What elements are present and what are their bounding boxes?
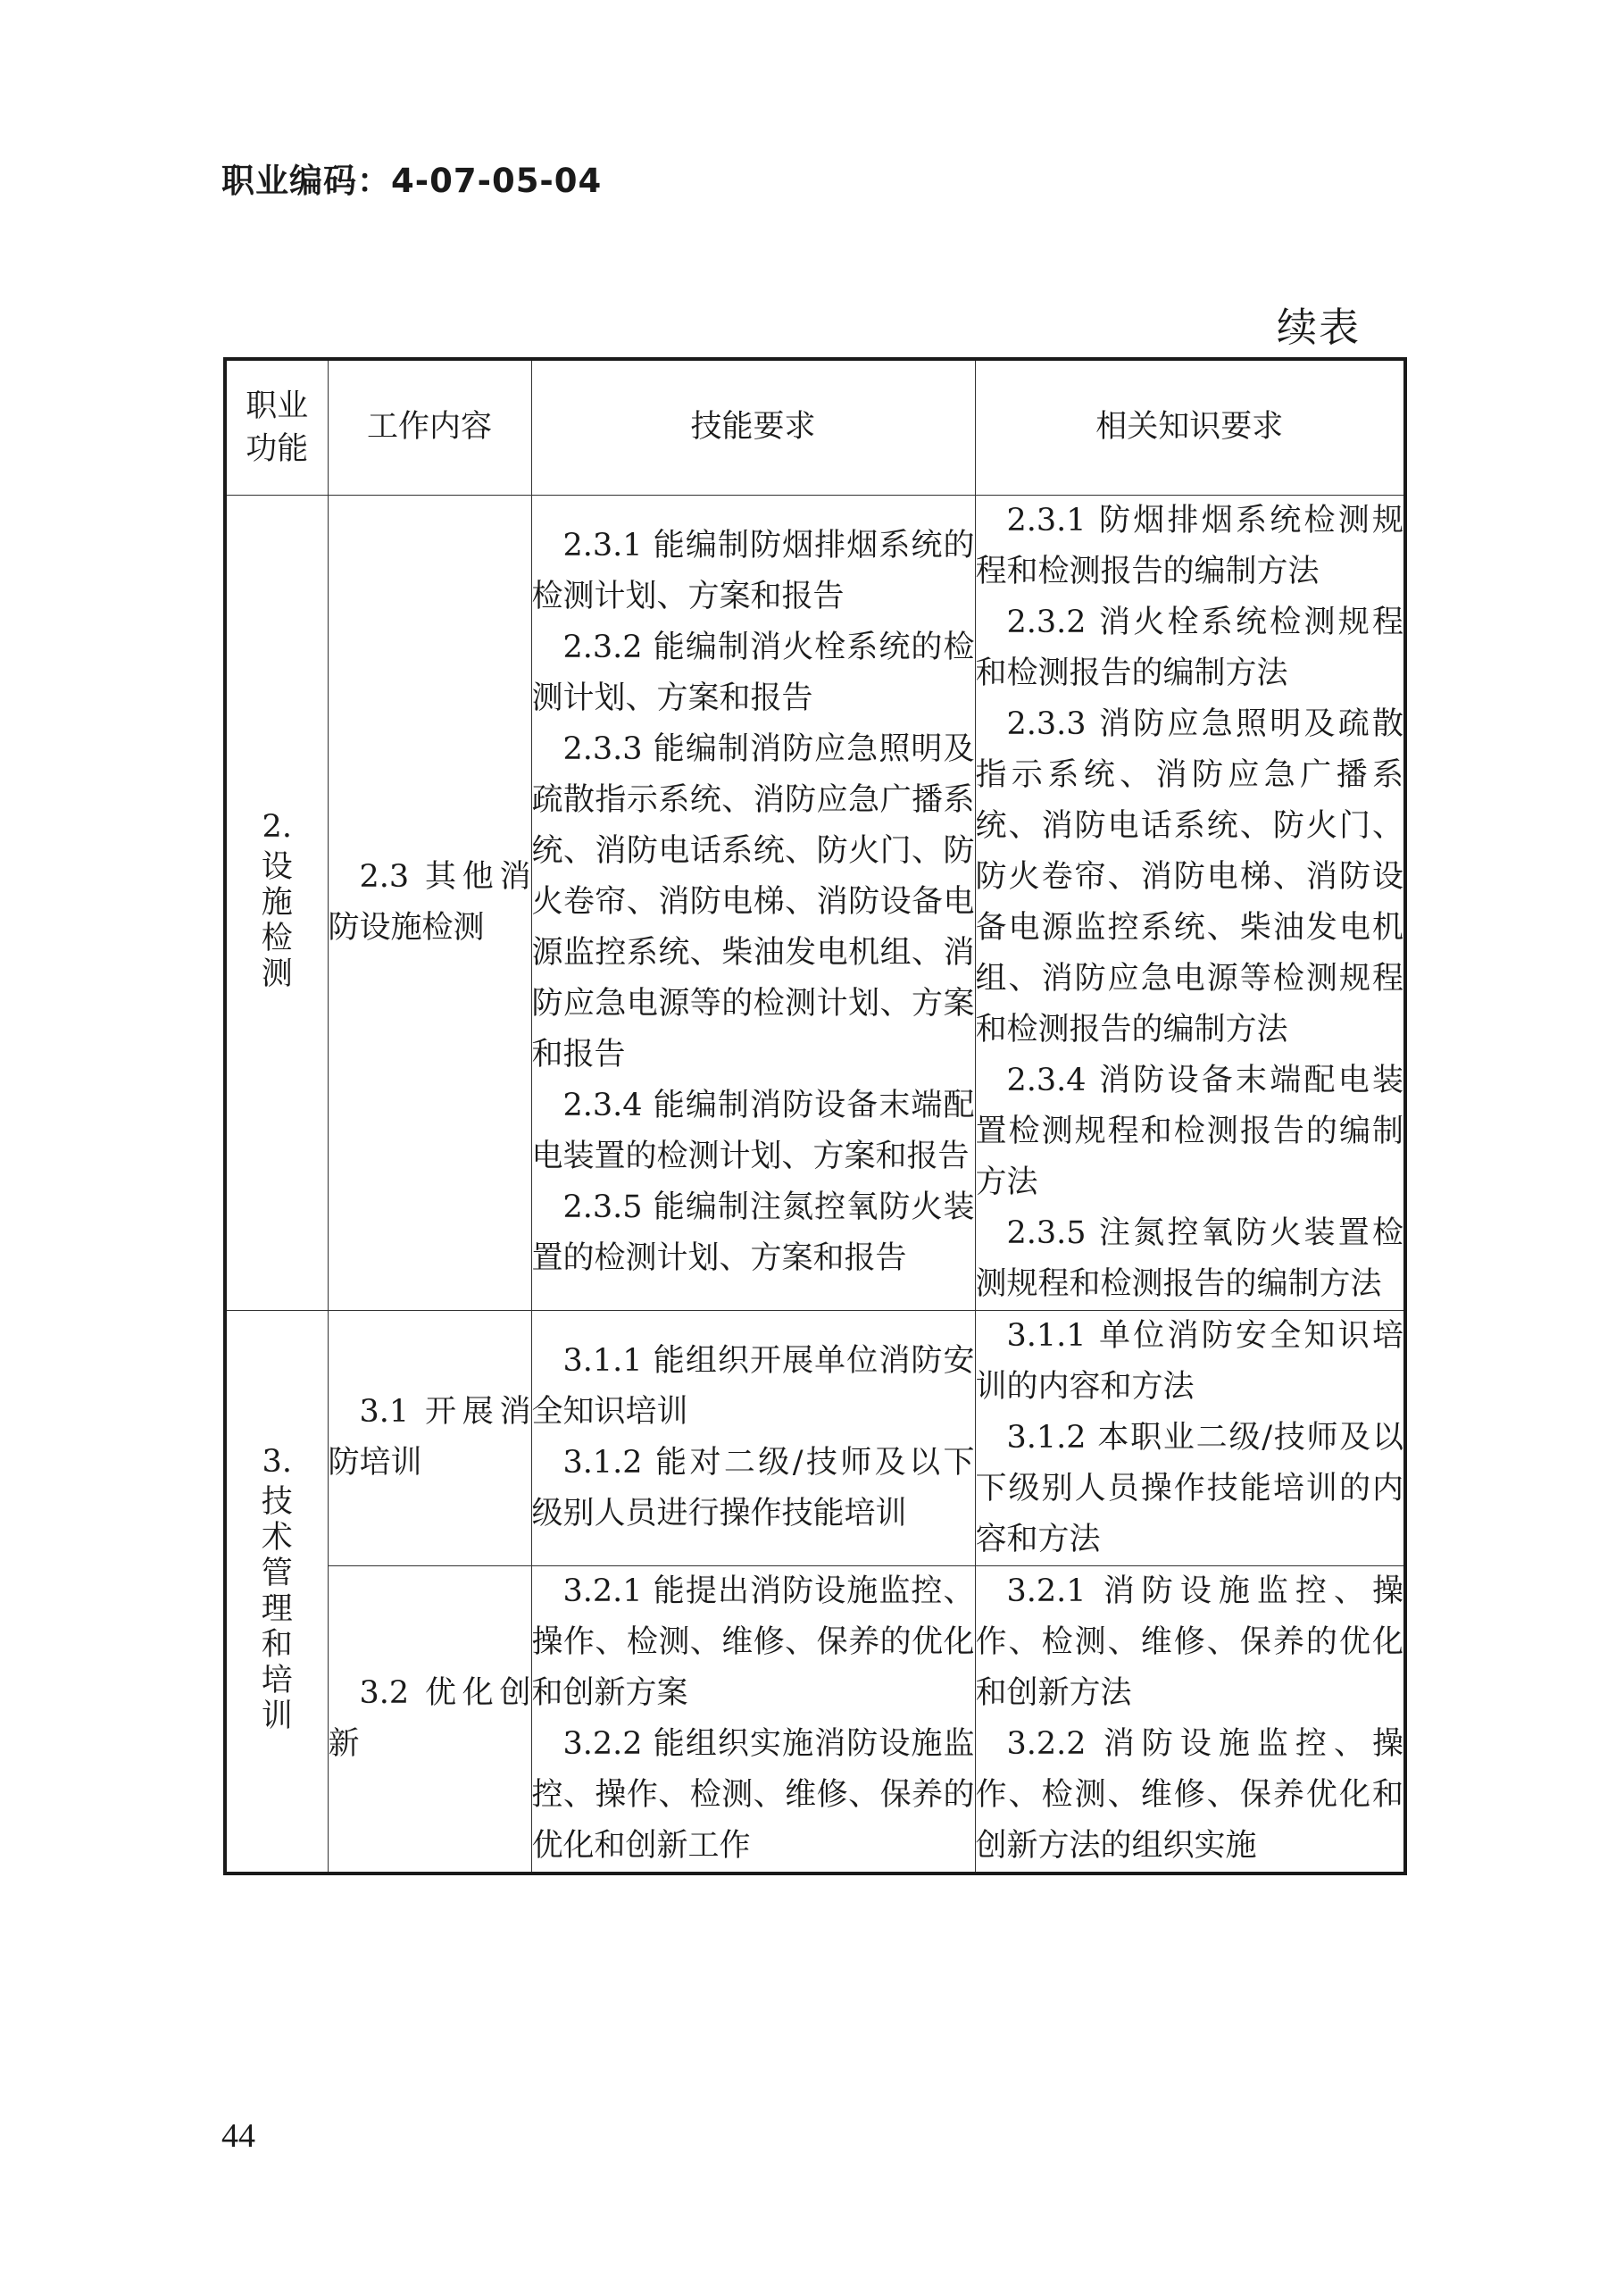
work-content-text: 3.2 优化创新 [328, 1674, 531, 1762]
knowledge-item: 2.3.3 消防应急照明及疏散指示系统、消防应急广播系统、消防电话系统、防火门、防火卷帘、消防电梯、消防设备电源监控系统、柴油发电机组、消防应急电源等检测规程和检测报告的编制方法 [975, 705, 1403, 1047]
function-name: 设施检测 [261, 849, 293, 992]
table-header-row [225, 359, 1405, 495]
function-cell [225, 1310, 328, 1873]
function-number: 3. [262, 1444, 292, 1480]
continued-label: 续表 [1277, 304, 1362, 351]
work-content-text: 2.3 其他消防设施检测 [328, 858, 531, 946]
column-header-function: 职业功能 [225, 359, 328, 495]
knowledge-item: 2.3.2 消火栓系统检测规程和检测报告的编制方法 [975, 604, 1403, 691]
skill-item: 2.3.4 能编制消防设备末端配电装置的检测计划、方案和报告 [531, 1088, 975, 1174]
function-name: 技术管理和培训 [261, 1484, 293, 1734]
skill-item: 3.1.2 能对二级/技师及以下级别人员进行操作技能培训 [531, 1445, 975, 1531]
knowledge-item: 3.2.1 消防设施监控、操作、检测、维修、保养的优化和创新方法 [975, 1573, 1403, 1711]
work-content-text: 3.1 开展消防培训 [328, 1394, 531, 1481]
knowledge-cell [975, 1565, 1405, 1873]
table-row [225, 495, 1405, 1310]
column-header-knowledge: 相关知识要求 [975, 359, 1405, 495]
table-row [225, 1310, 1405, 1565]
skills-cell [531, 1310, 975, 1565]
skills-cell [531, 1565, 975, 1873]
skill-item: 3.2.1 能提出消防设施监控、操作、检测、维修、保养的优化和创新方案 [531, 1573, 975, 1711]
knowledge-item: 2.3.1 防烟排烟系统检测规程和检测报告的编制方法 [975, 502, 1403, 589]
skill-item: 2.3.5 能编制注氮控氧防火装置的检测计划、方案和报告 [531, 1189, 975, 1276]
work-content-cell [328, 1565, 531, 1873]
table-row [225, 1565, 1405, 1873]
skill-item: 2.3.1 能编制防烟排烟系统的检测计划、方案和报告 [531, 528, 975, 614]
skill-item: 3.1.1 能组织开展单位消防安全知识培训 [531, 1343, 975, 1430]
knowledge-item: 3.1.2 本职业二级/技师及以下级别人员操作技能培训的内容和方法 [975, 1419, 1403, 1557]
column-header-skills: 技能要求 [531, 359, 975, 495]
skills-cell [531, 495, 975, 1310]
knowledge-cell [975, 495, 1405, 1310]
knowledge-item: 3.2.2 消防设施监控、操作、检测、维修、保养优化和创新方法的组织实施 [975, 1725, 1403, 1864]
knowledge-item: 3.1.1 单位消防安全知识培训的内容和方法 [975, 1317, 1403, 1405]
skill-item: 2.3.2 能编制消火栓系统的检测计划、方案和报告 [531, 630, 975, 716]
function-number: 2. [262, 809, 292, 845]
knowledge-cell [975, 1310, 1405, 1565]
knowledge-item: 2.3.4 消防设备末端配电装置检测规程和检测报告的编制方法 [975, 1062, 1403, 1200]
page-number: 44 [221, 2117, 255, 2155]
work-content-cell [328, 495, 531, 1310]
knowledge-item: 2.3.5 注氮控氧防火装置检测规程和检测报告的编制方法 [975, 1214, 1403, 1302]
skill-item: 2.3.3 能编制消防应急照明及疏散指示系统、消防应急广播系统、消防电话系统、防火门、防火卷帘、消防电梯、消防设备电源监控系统、柴油发电机组、消防应急电源等的检测计划、方案和报告 [531, 731, 975, 1072]
occupation-code: 职业编码：4-07-05-04 [221, 162, 603, 200]
skill-item: 3.2.2 能组织实施消防设施监控、操作、检测、维修、保养的优化和创新工作 [531, 1725, 975, 1864]
skills-table [223, 357, 1407, 1875]
column-header-work: 工作内容 [328, 359, 531, 495]
function-cell [225, 495, 328, 1310]
work-content-cell [328, 1310, 531, 1565]
